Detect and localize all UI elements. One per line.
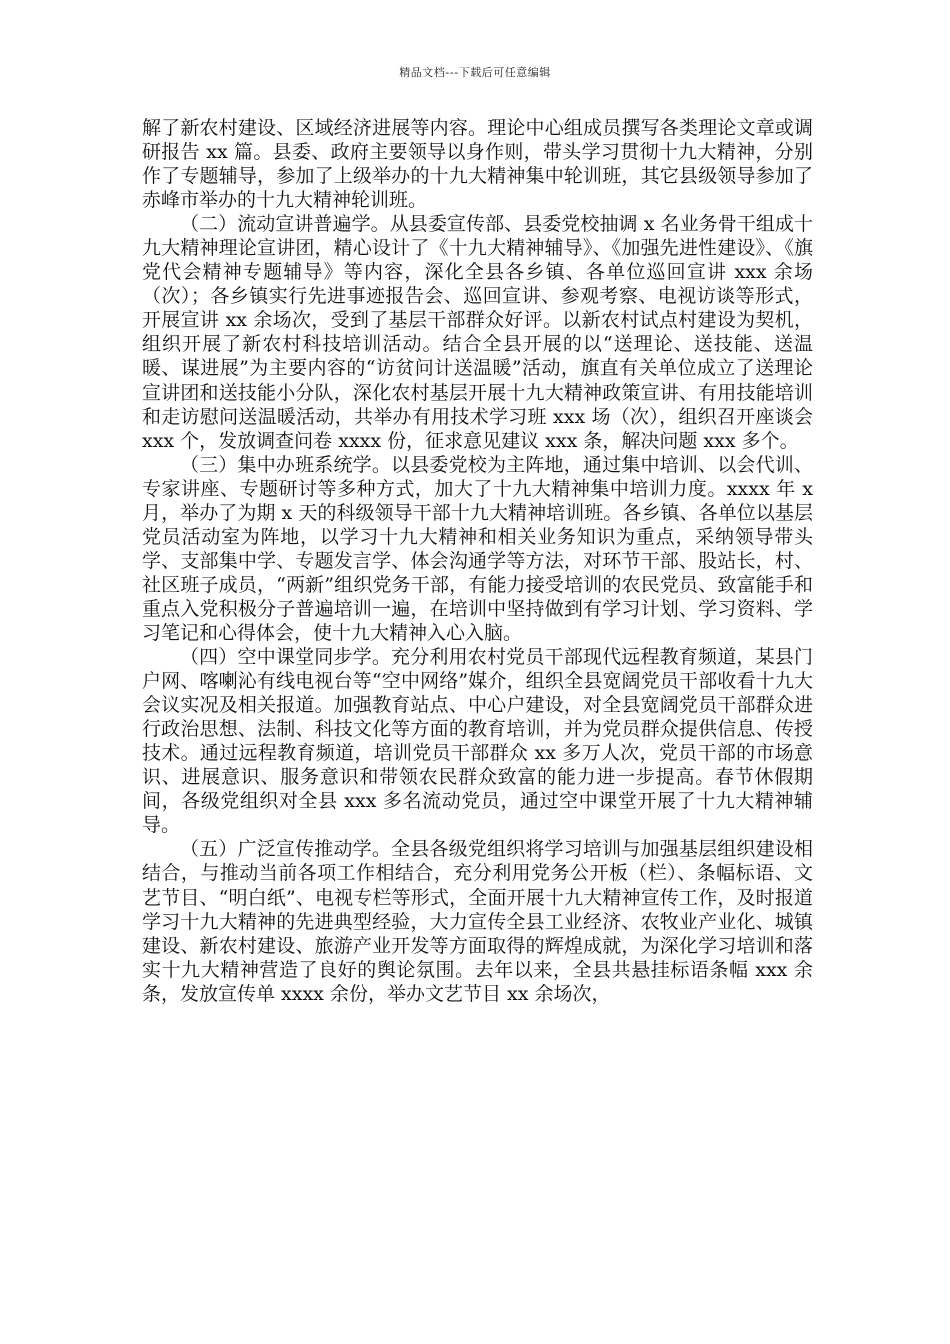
paragraph-section-2: （二）流动宣讲普遍学。从县委宣传部、县委党校抽调 x 名业务骨干组成十九大精神理论宣讲团，精心设计了《十九大精神辅导》、《加强先进性建设》、《旗党代会精神专题辅导》等内容，深化全县各乡镇、各单位巡回宣讲 xxx 余场（次）；各乡镇实行先进事迹报告会、巡回宣讲、参观考察、电视访谈等形式，开展宣讲 xx 余场次，受到了基层干部群众好评。以新农村试点村建设为契机，组织开展了新农村科技培训活动。结合全县开展的以“送理论、送技能、送温暖、谋进展”为主要内容的“访贫问计送温暖”活动，旗直有关单位成立了送理论宣讲团和送技能小分队，深化农村基层开展十九大精神政策宣讲、有用技能培训和走访慰问送温暖活动，共举办有用技术学习班 xxx 场（次），组织召开座谈会 xxx 个，发放调查问卷 xxxx 份，征求意见建议 xxx 条，解决问题 xxx 多个。 [142, 213, 813, 452]
paragraph-section-5: （五）广泛宣传推动学。全县各级党组织将学习培训与加强基层组织建设相结合，与推动当前各项工作相结合，充分利用党务公开板（栏）、条幅标语、文艺节目、“明白纸”、电视专栏等形式，全面开展十九大精神宣传工作，及时报道学习十九大精神的先进典型经验，大力宣传全县工业经济、农牧业产业化、城镇建设、新农村建设、旅游产业开发等方面取得的辉煌成就，为深化学习培训和落实十九大精神营造了良好的舆论氛围。去年以来，全县共悬挂标语条幅 xxx 余条，发放宣传单 xxxx 余份，举办文艺节目 xx 余场次， [142, 838, 813, 1005]
paragraph-section-4: （四）空中课堂同步学。充分利用农村党员干部现代远程教育频道，某县门户网、喀喇沁有线电视台等“空中网络”媒介，组织全县宽阔党员干部收看十九大会议实况及相关报道。加强教育站点、中心户建设，对全县宽阔党员干部群众进行政治思想、法制、科技文化等方面的教育培训，并为党员群众提供信息、传授技术。通过远程教育频道，培训党员干部群众 xx 多万人次，党员干部的市场意识、进展意识、服务意识和带领农民群众致富的能力进一步提高。春节休假期间，各级党组织对全县 xxx 多名流动党员，通过空中课堂开展了十九大精神辅导。 [142, 646, 813, 837]
document-body [142, 116, 813, 1006]
paragraph-section-3: （三）集中办班系统学。以县委党校为主阵地，通过集中培训、以会代训、专家讲座、专题研讨等多种方式，加大了十九大精神集中培训力度。xxxx 年 x 月，举办了为期 x 天的科级领导干部十九大精神培训班。各乡镇、各单位以基层党员活动室为阵地，以学习十九大精神和相关业务知识为重点，采纳领导带头学、支部集中学、专题发言学、体会沟通学等方法，对环节干部、股站长，村、社区班子成员，“两新”组织党务干部，有能力接受培训的农民党员、致富能手和重点入党积极分子普遍培训一遍，在培训中坚持做到有学习计划、学习资料、学习笔记和心得体会，使十九大精神入心入脑。 [142, 453, 813, 644]
page-header: 精品文档---下载后可任意编辑 [399, 66, 551, 79]
paragraph-continued: 解了新农村建设、区域经济进展等内容。理论中心组成员撰写各类理论文章或调研报告 xx 篇。县委、政府主要领导以身作则，带头学习贯彻十九大精神，分别作了专题辅导，参加了上级举办的十九大精神集中轮训班，其它县级领导参加了赤峰市举办的十九大精神轮训班。 [142, 117, 813, 212]
